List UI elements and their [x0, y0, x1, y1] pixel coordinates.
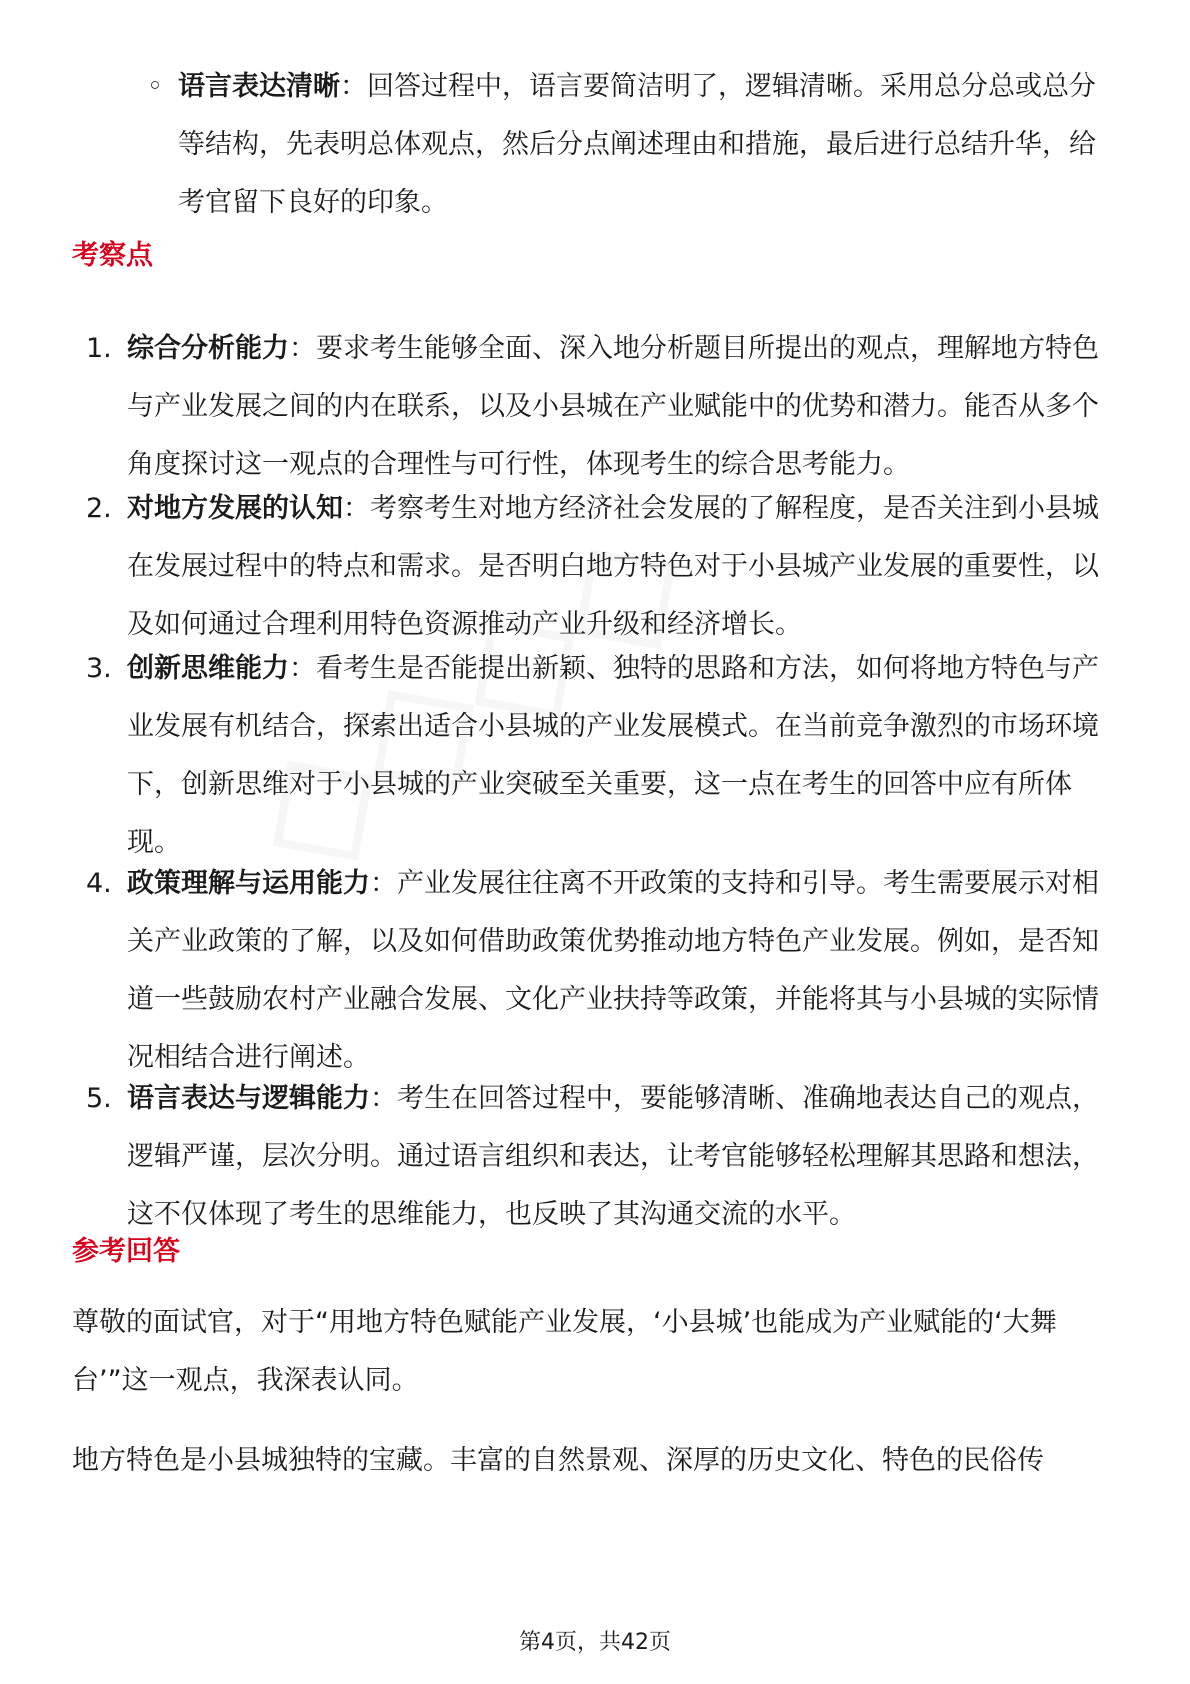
section-title-kaochadian: 考察点	[72, 240, 153, 271]
list-number: 5.	[86, 1083, 112, 1114]
section-title-cankaohuida: 参考回答	[72, 1236, 180, 1267]
point-title: 对地方发展的认知	[127, 493, 343, 524]
bullet-marker: ◦	[147, 71, 163, 102]
answer-paragraph-2: 地方特色是小县城独特的宝藏。丰富的自然景观、深厚的历史文化、特色的民俗传	[72, 1445, 1044, 1476]
point-title: 语言表达与逻辑能力	[127, 1083, 370, 1114]
point-text: ：考生在回答过程中，要能够清晰、准确地表达自己的观点，逻辑严谨，层次分明。通过语言组织和表达，让考官能够轻松理解其思路和想法，这不仅体现了考生的思维能力，也反映了其沟通交流的水平。	[127, 1083, 1099, 1230]
list-item	[72, 480, 1122, 640]
list-number: 3.	[86, 653, 112, 684]
point-text: ：看考生是否能提出新颖、独特的思路和方法，如何将地方特色与产业发展有机结合，探索出适合小县城的产业发展模式。在当前竞争激烈的市场环境下，创新思维对于小县城的产业突破至关重要，这一点在考生的回答中应有所体现。	[127, 653, 1099, 858]
bullet-body: ：回答过程中，语言要简洁明了，逻辑清晰。采用总分总或总分等结构，先表明总体观点，然后分点阐述理由和措施，最后进行总结升华，给考官留下良好的印象。	[178, 71, 1096, 218]
list-item	[72, 640, 1122, 858]
bullet-title: 语言表达清晰	[178, 71, 340, 102]
point-title: 综合分析能力	[127, 333, 289, 364]
list-item	[72, 855, 1122, 1073]
list-number: 1.	[86, 333, 112, 364]
answer-paragraph-1: 尊敬的面试官，对于“用地方特色赋能产业发展，‘小县城’也能成为产业赋能的‘大舞台’”这一观点，我深表认同。	[72, 1307, 1057, 1396]
page-footer: 第4页，共42页	[519, 1630, 671, 1655]
list-number: 2.	[86, 493, 112, 524]
point-title: 创新思维能力	[127, 653, 289, 684]
bullet-text	[178, 58, 1108, 232]
point-title: 政策理解与运用能力	[127, 868, 370, 899]
bullet-item	[147, 58, 1110, 232]
list-item	[72, 320, 1122, 480]
point-text: ：产业发展往往离不开政策的支持和引导。考生需要展示对相关产业政策的了解，以及如何借助政策优势推动地方特色产业发展。例如，是否知道一些鼓励农村产业融合发展、文化产业扶持等政策，并能将其与小县城的实际情况相结合进行阐述。	[127, 868, 1099, 1073]
point-text: ：要求考生能够全面、深入地分析题目所提出的观点，理解地方特色与产业发展之间的内在联系，以及小县城在产业赋能中的优势和潜力。能否从多个角度探讨这一观点的合理性与可行性，体现考生的综合思考能力。	[127, 333, 1099, 480]
point-text: ：考察考生对地方经济社会发展的了解程度，是否关注到小县城在发展过程中的特点和需求。是否明白地方特色对于小县城产业发展的重要性，以及如何通过合理利用特色资源推动产业升级和经济增长。	[127, 493, 1099, 640]
list-item	[72, 1070, 1122, 1230]
list-number: 4.	[86, 868, 112, 899]
points-list	[72, 320, 1122, 1230]
